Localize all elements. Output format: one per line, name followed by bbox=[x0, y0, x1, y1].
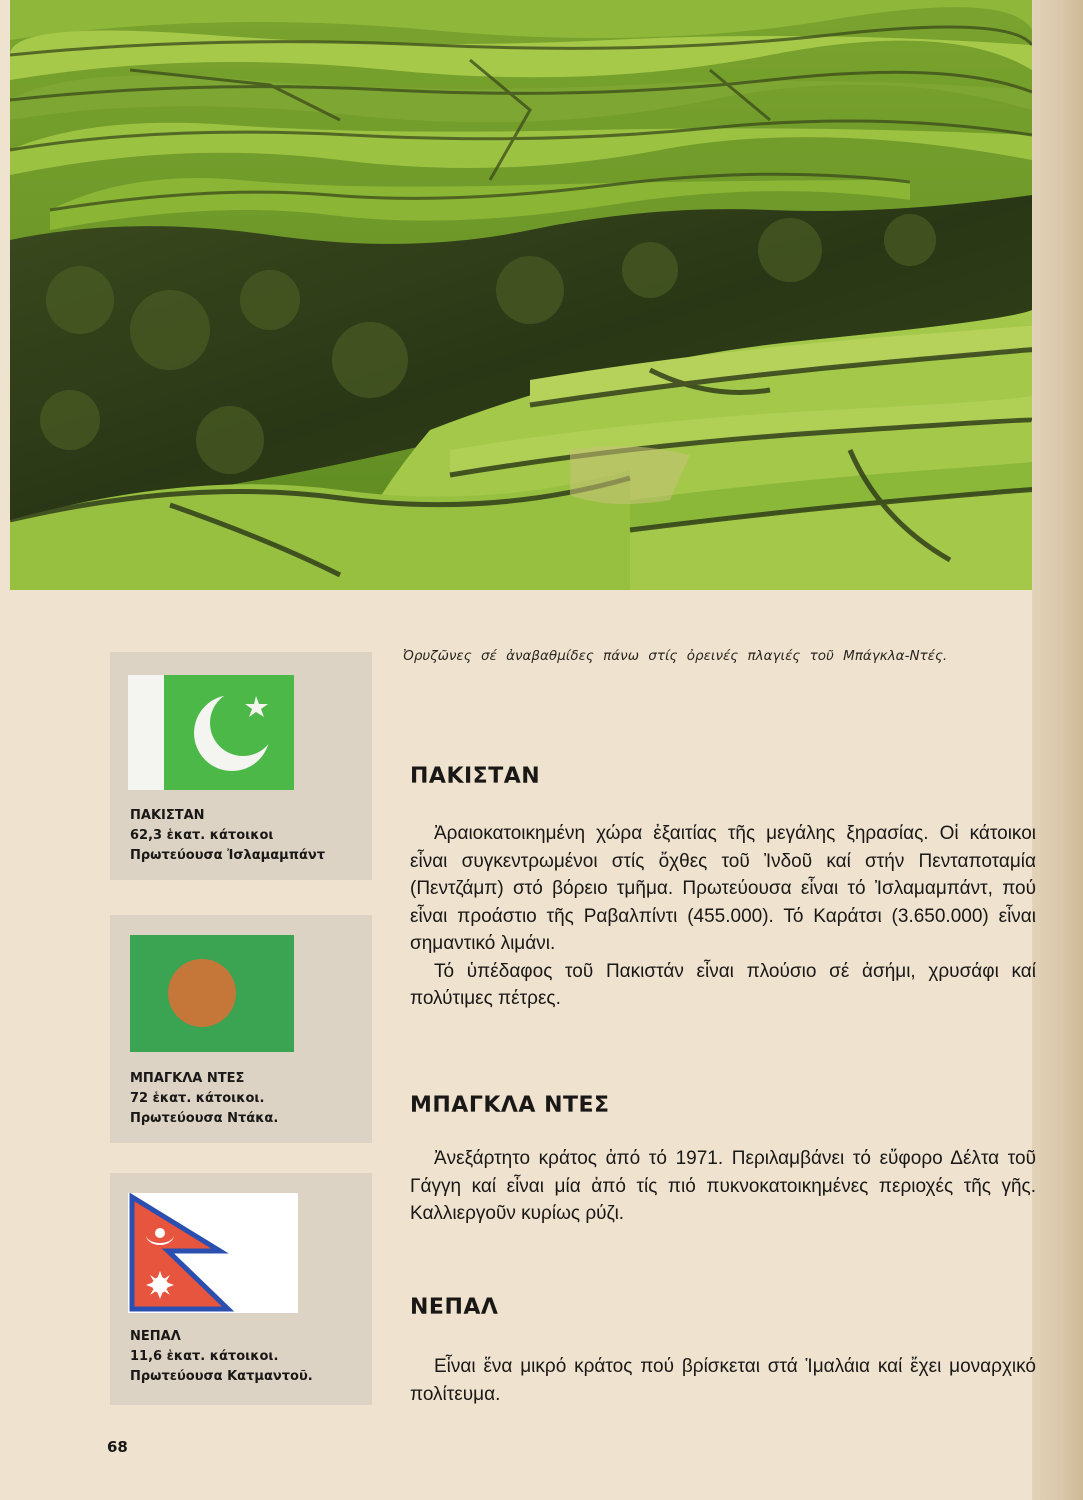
country-capital: Πρωτεύουσα Κατμαντοῦ. bbox=[130, 1369, 313, 1384]
flag-info-pakistan bbox=[130, 806, 325, 866]
country-name: ΜΠΑΓΚΛΑ ΝΤΕΣ bbox=[130, 1071, 245, 1086]
country-capital: Πρωτεύουσα Ντάκα. bbox=[130, 1111, 279, 1126]
flag-info-nepal bbox=[130, 1327, 313, 1387]
terraced-fields-photo bbox=[10, 0, 1032, 590]
flag-box-pakistan bbox=[110, 652, 372, 880]
flag-info-bangladesh bbox=[130, 1069, 278, 1129]
section-body-bangladesh bbox=[410, 1145, 1036, 1228]
country-capital: Πρωτεύουσα Ἰσλαμαμπάντ bbox=[130, 848, 326, 863]
country-population: 72 ἑκατ. κάτοικοι. bbox=[130, 1091, 265, 1106]
page-edge-shadow bbox=[1032, 0, 1083, 1500]
section-body-pakistan bbox=[410, 820, 1036, 1013]
paragraph: Ἀραιοκατοικημένη χώρα ἐξαιτίας τῆς μεγάλης ξηρασίας. Οἱ κάτοικοι εἶναι συγκεντρωμένοι στίς ὄχθες τοῦ Ἰνδοῦ καί στήν Πενταποταμία (Πεντζάμπ) στό βόρειο τμῆμα. Πρωτεύουσα εἶναι τό Ἰσλαμαμπάντ, πού εἶναι προάστιο τῆς Ραβαλπίντι (455.000). Τό Καράτσι (3.650.000) εἶναι σημαντικό λιμάνι. bbox=[410, 823, 1036, 954]
photo-caption: Ὀρυζῶνες σέ ἀναβαθμίδες πάνω στίς ὀρεινές πλαγιές τοῦ Μπάγκλα-Ντές. bbox=[403, 648, 948, 664]
nepal-flag-icon bbox=[128, 1193, 298, 1318]
pakistan-flag-icon bbox=[128, 675, 294, 795]
paragraph: Εἶναι ἕνα μικρό κράτος πού βρίσκεται στά Ἱμαλάια καί ἔχει μοναρχικό πολίτευμα. bbox=[410, 1356, 1036, 1405]
country-name: ΝΕΠΑΛ bbox=[130, 1329, 181, 1344]
country-population: 62,3 ἑκατ. κάτοικοι bbox=[130, 828, 274, 843]
section-body-nepal bbox=[410, 1353, 1036, 1408]
bangladesh-flag-icon bbox=[130, 935, 294, 1057]
country-population: 11,6 ἑκατ. κάτοικοι. bbox=[130, 1349, 279, 1364]
section-heading-pakistan: ΠΑΚΙΣΤΑΝ bbox=[410, 764, 541, 789]
paragraph: Τό ὑπέδαφος τοῦ Πακιστάν εἶναι πλούσιο σέ ἀσήμι, χρυσάφι καί πολύτιμες πέτρες. bbox=[410, 960, 1036, 1009]
terraced-fields-illustration bbox=[10, 0, 1032, 590]
section-heading-nepal: ΝΕΠΑΛ bbox=[410, 1295, 499, 1320]
paragraph: Ἀνεξάρτητο κράτος ἀπό τό 1971. Περιλαμβάνει τό εὔφορο Δέλτα τοῦ Γάγγη καί εἶναι μία ἀπό τίς πιό πυκνοκατοικημένες περιοχές τῆς γῆς. Καλλιεργοῦν κυρίως ρύζι. bbox=[410, 1148, 1036, 1224]
flag-box-bangladesh bbox=[110, 915, 372, 1143]
flag-box-nepal bbox=[110, 1173, 372, 1405]
page-number: 68 bbox=[107, 1438, 128, 1456]
section-heading-bangladesh: ΜΠΑΓΚΛΑ ΝΤΕΣ bbox=[410, 1093, 610, 1118]
country-name: ΠΑΚΙΣΤΑΝ bbox=[130, 808, 205, 823]
